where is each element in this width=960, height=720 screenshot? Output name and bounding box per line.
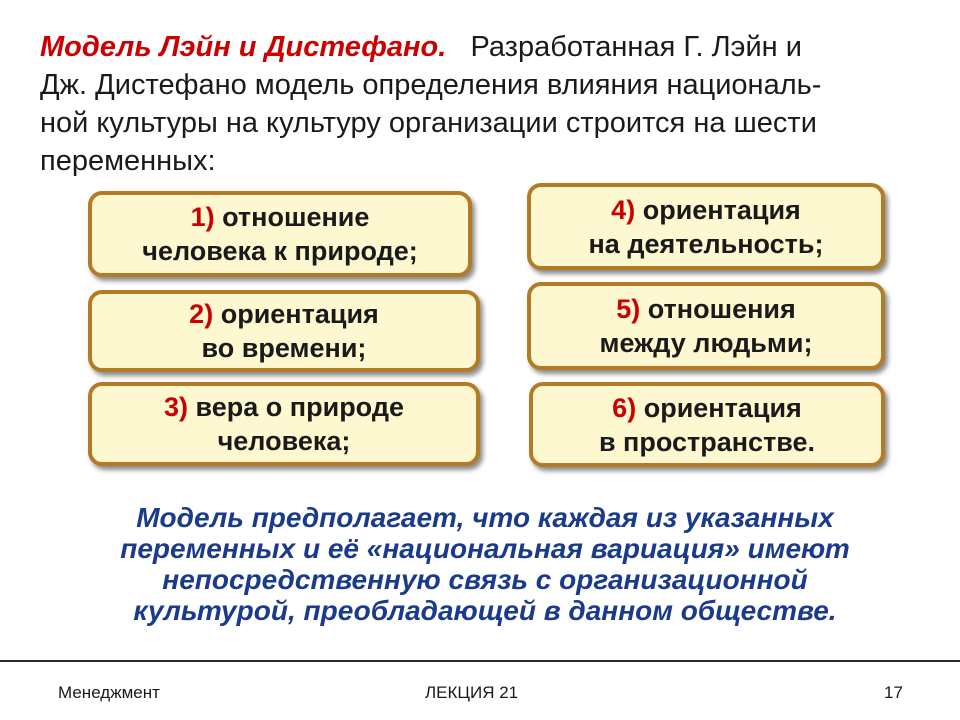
variable-text: между людьми; bbox=[599, 328, 813, 358]
variable-text: в пространстве. bbox=[598, 426, 816, 457]
variable-number: 5) bbox=[616, 294, 641, 324]
variable-box-5 bbox=[527, 282, 885, 370]
variable-text: ориентация bbox=[643, 392, 802, 423]
variable-text: человека; bbox=[217, 426, 351, 456]
intro-line-1 bbox=[40, 28, 930, 66]
model-title: Модель Лэйн и Дистефано. bbox=[40, 31, 447, 63]
variable-box-2 bbox=[88, 290, 480, 372]
intro-line-4: переменных: bbox=[40, 145, 216, 177]
variable-number: 2) bbox=[189, 299, 214, 329]
summary-line-2: переменных и её «национальная вариация» имеют bbox=[120, 533, 850, 564]
variable-box-4 bbox=[527, 183, 885, 270]
variable-box-3 bbox=[88, 382, 480, 466]
variable-text: ориентация bbox=[642, 194, 801, 225]
footer-course: Менеджмент bbox=[58, 683, 160, 702]
variable-box-1 bbox=[88, 191, 472, 277]
summary-line-1: Модель предполагает, что каждая из указанных bbox=[136, 502, 834, 533]
intro-text-1: Разработанная Г. Лэйн и bbox=[470, 31, 802, 63]
variable-number: 6) bbox=[612, 392, 637, 423]
variable-number: 3) bbox=[164, 392, 189, 422]
variable-text: отношения bbox=[647, 294, 796, 324]
intro-paragraph bbox=[40, 28, 930, 180]
variable-text: во времени; bbox=[201, 333, 367, 363]
summary-paragraph bbox=[60, 502, 910, 626]
summary-line-4: культурой, преобладающей в данном обществе. bbox=[133, 595, 837, 626]
variable-text: человека к природе; bbox=[142, 236, 418, 266]
summary-line-3: непосредственную связь с организационной bbox=[162, 564, 808, 595]
variable-text: отношение bbox=[222, 202, 370, 232]
footer-divider bbox=[0, 660, 960, 662]
variable-text: вера о природе bbox=[195, 392, 404, 422]
intro-line-3: ной культуры на культуру организации строится на шести bbox=[40, 107, 817, 139]
variable-text: на деятельность; bbox=[588, 228, 824, 259]
variable-number: 1) bbox=[190, 202, 215, 232]
footer-page-number: 17 bbox=[884, 683, 903, 702]
variable-text: ориентация bbox=[220, 299, 379, 329]
variable-number: 4) bbox=[611, 194, 636, 225]
intro-line-2: Дж. Дистефано модель определения влияния националь- bbox=[40, 69, 822, 101]
footer-lecture: ЛЕКЦИЯ 21 bbox=[425, 683, 519, 702]
variable-box-6 bbox=[529, 382, 885, 467]
